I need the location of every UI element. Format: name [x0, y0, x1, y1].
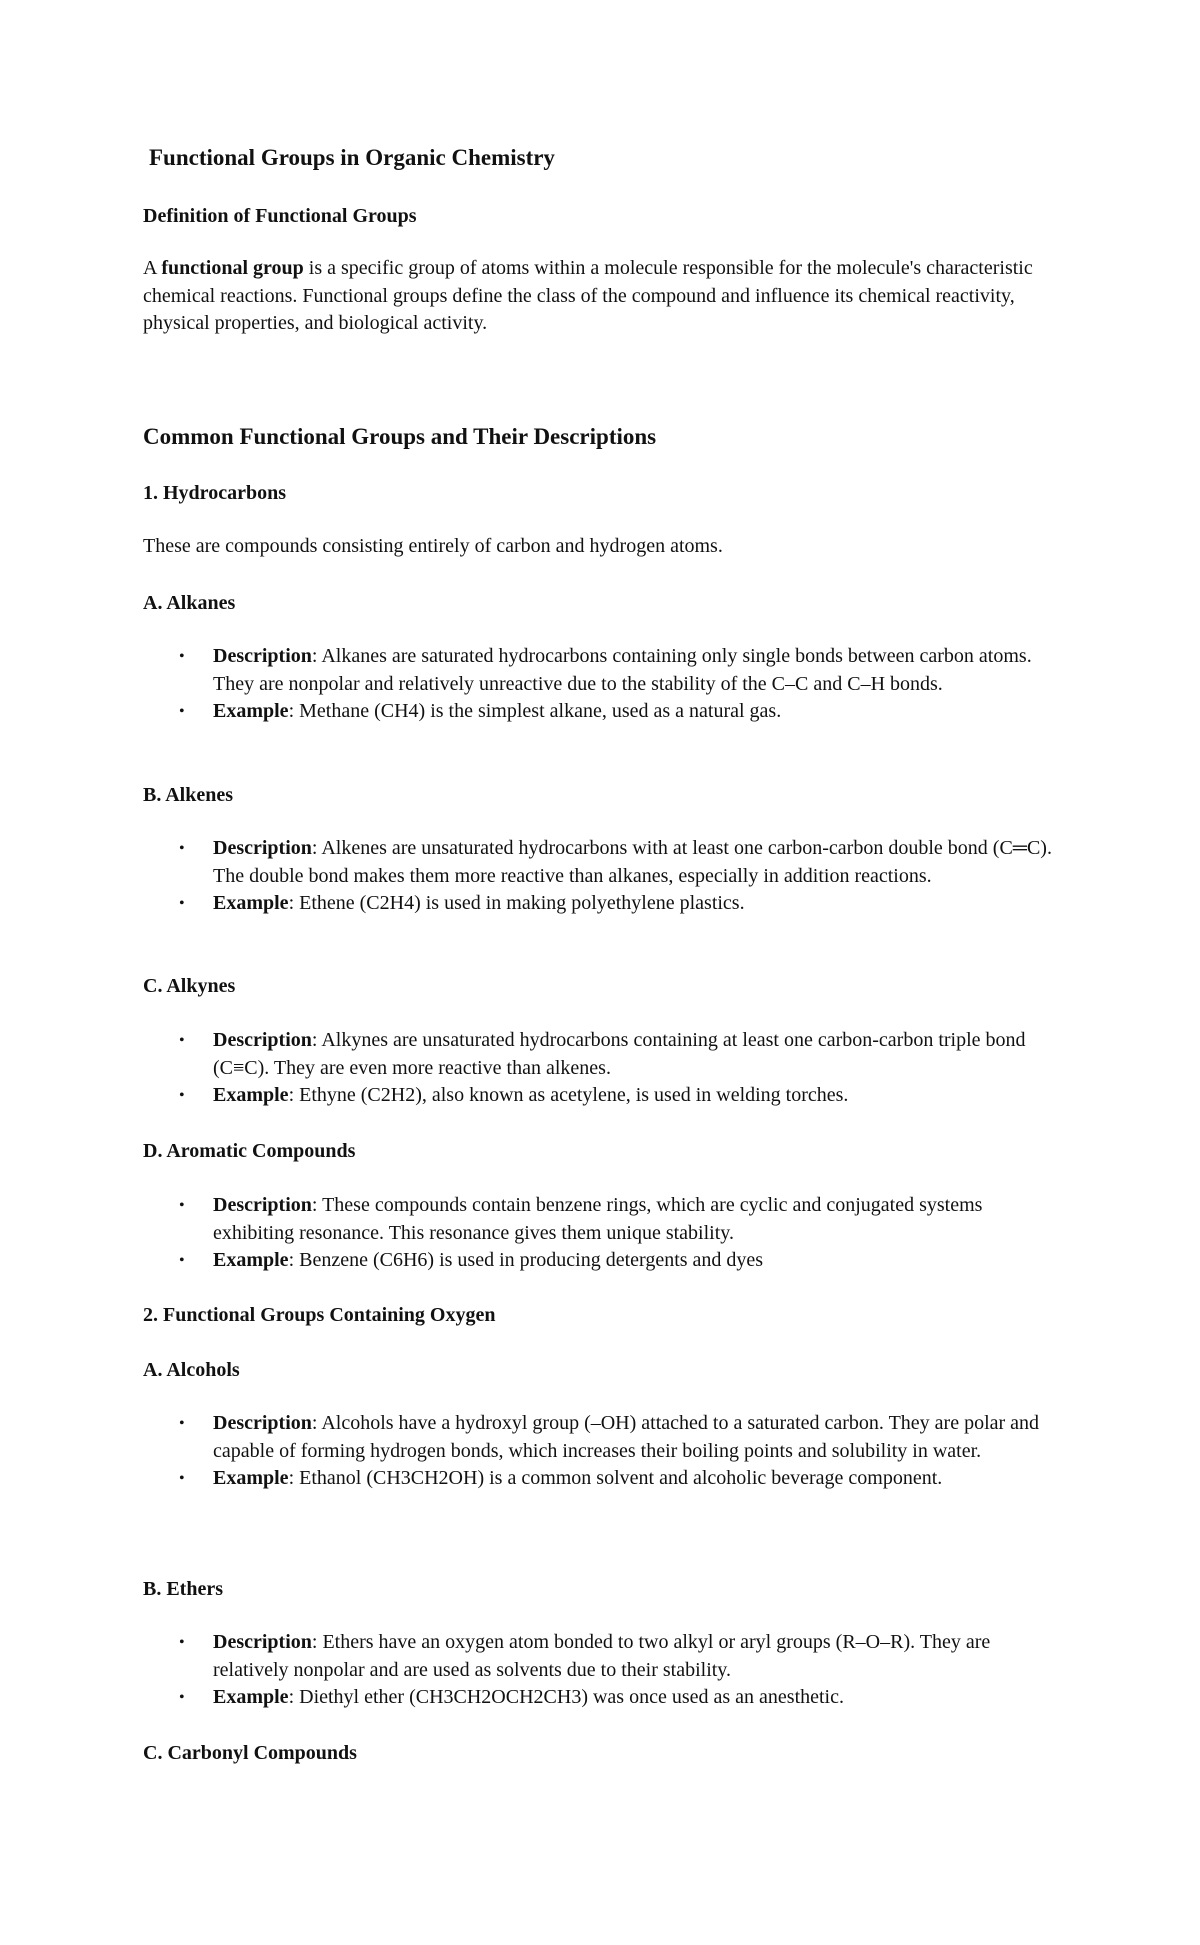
alkanes-list — [143, 643, 1073, 726]
description-label: Description — [213, 1412, 312, 1434]
definition-pre: A — [143, 257, 162, 279]
list-item — [143, 1247, 1063, 1275]
aromatic-list — [143, 1192, 1073, 1275]
definition-term: functional group — [161, 257, 304, 279]
description-label: Description — [213, 1194, 312, 1216]
list-item — [143, 1684, 1063, 1712]
bullet-icon: • — [179, 1032, 185, 1049]
bullet-icon: • — [179, 1470, 185, 1487]
list-item — [143, 643, 1063, 698]
oxygen-groups-heading: 2. Functional Groups Containing Oxygen — [143, 1304, 496, 1326]
list-item — [143, 698, 1063, 726]
bullet-icon: • — [179, 703, 185, 720]
list-item — [143, 890, 1063, 918]
alkenes-list — [143, 835, 1073, 918]
hydrocarbons-heading: 1. Hydrocarbons — [143, 482, 286, 504]
bullet-icon: • — [179, 648, 185, 665]
example-text: : Ethyne (C2H2), also known as acetylene, is used in welding torches. — [288, 1084, 849, 1106]
description-label: Description — [213, 1631, 312, 1653]
description-label: Description — [213, 1029, 312, 1051]
common-groups-heading: Common Functional Groups and Their Descriptions — [143, 424, 657, 449]
bullet-icon: • — [179, 1689, 185, 1706]
bullet-icon: • — [179, 1252, 185, 1269]
example-text: : Benzene (C6H6) is used in producing detergents and dyes — [288, 1249, 764, 1271]
description-text: : Alcohols have a hydroxyl group (–OH) attached to a saturated carbon. They are polar and capable of forming hydrogen bonds, which increases their boiling points and solubility in water. — [213, 1412, 1040, 1462]
ethers-list — [143, 1629, 1073, 1712]
carbonyl-heading: C. Carbonyl Compounds — [143, 1742, 357, 1764]
bullet-icon: • — [179, 1415, 185, 1432]
bullet-icon: • — [179, 1197, 185, 1214]
list-item — [143, 1410, 1063, 1465]
definition-paragraph — [143, 255, 1073, 338]
description-text: : Alkanes are saturated hydrocarbons containing only single bonds between carbon atoms. They are nonpolar and relatively unreactive due to the stability of the C–C and C–H bonds. — [213, 645, 1032, 695]
list-item — [143, 835, 1063, 890]
description-text: : Alkynes are unsaturated hydrocarbons containing at least one carbon-carbon triple bond (C≡C). They are even more reactive than alkenes. — [213, 1029, 1026, 1079]
list-item — [143, 1629, 1063, 1684]
description-text: : Ethers have an oxygen atom bonded to two alkyl or aryl groups (R–O–R). They are relatively nonpolar and are used as solvents due to their stability. — [213, 1631, 991, 1681]
definition-heading: Definition of Functional Groups — [143, 205, 417, 227]
bullet-icon: • — [179, 895, 185, 912]
definition-body: is a specific group of atoms within a molecule responsible for the molecule's characteristic chemical reactions. Functional groups define the class of the compound and influence its chemical reactivity, physical properties, and biological activity. — [143, 257, 1033, 334]
alkanes-heading: A. Alkanes — [143, 592, 236, 614]
alkynes-list — [143, 1027, 1073, 1110]
bullet-icon: • — [179, 840, 185, 857]
example-text: : Diethyl ether (CH3CH2OCH2CH3) was once used as an anesthetic. — [288, 1686, 844, 1708]
alkynes-heading: C. Alkynes — [143, 975, 236, 997]
example-text: : Ethene (C2H4) is used in making polyethylene plastics. — [288, 892, 745, 914]
list-item — [143, 1082, 1063, 1110]
alcohols-list — [143, 1410, 1073, 1493]
example-label: Example — [213, 1084, 289, 1106]
description-text: : These compounds contain benzene rings, which are cyclic and conjugated systems exhibiting resonance. This resonance gives them unique stability. — [213, 1194, 983, 1244]
bullet-icon: • — [179, 1087, 185, 1104]
description-label: Description — [213, 645, 312, 667]
alcohols-heading: A. Alcohols — [143, 1359, 240, 1381]
ethers-heading: B. Ethers — [143, 1578, 223, 1600]
alkenes-heading: B. Alkenes — [143, 784, 234, 806]
document-title: Functional Groups in Organic Chemistry — [149, 145, 555, 170]
list-item — [143, 1192, 1063, 1247]
example-text: : Ethanol (CH3CH2OH) is a common solvent and alcoholic beverage component. — [288, 1467, 943, 1489]
example-label: Example — [213, 1686, 289, 1708]
description-text: : Alkenes are unsaturated hydrocarbons with at least one carbon-carbon double bond (C═C). The double bond makes them more reactive than alkanes, especially in addition reactions. — [213, 837, 1052, 887]
list-item — [143, 1465, 1063, 1493]
example-text: : Methane (CH4) is the simplest alkane, used as a natural gas. — [288, 700, 782, 722]
example-label: Example — [213, 892, 289, 914]
example-label: Example — [213, 700, 289, 722]
example-label: Example — [213, 1467, 289, 1489]
description-label: Description — [213, 837, 312, 859]
aromatic-heading: D. Aromatic Compounds — [143, 1140, 356, 1162]
bullet-icon: • — [179, 1634, 185, 1651]
list-item — [143, 1027, 1063, 1082]
hydrocarbons-intro: These are compounds consisting entirely of carbon and hydrogen atoms. — [143, 535, 723, 557]
example-label: Example — [213, 1249, 289, 1271]
